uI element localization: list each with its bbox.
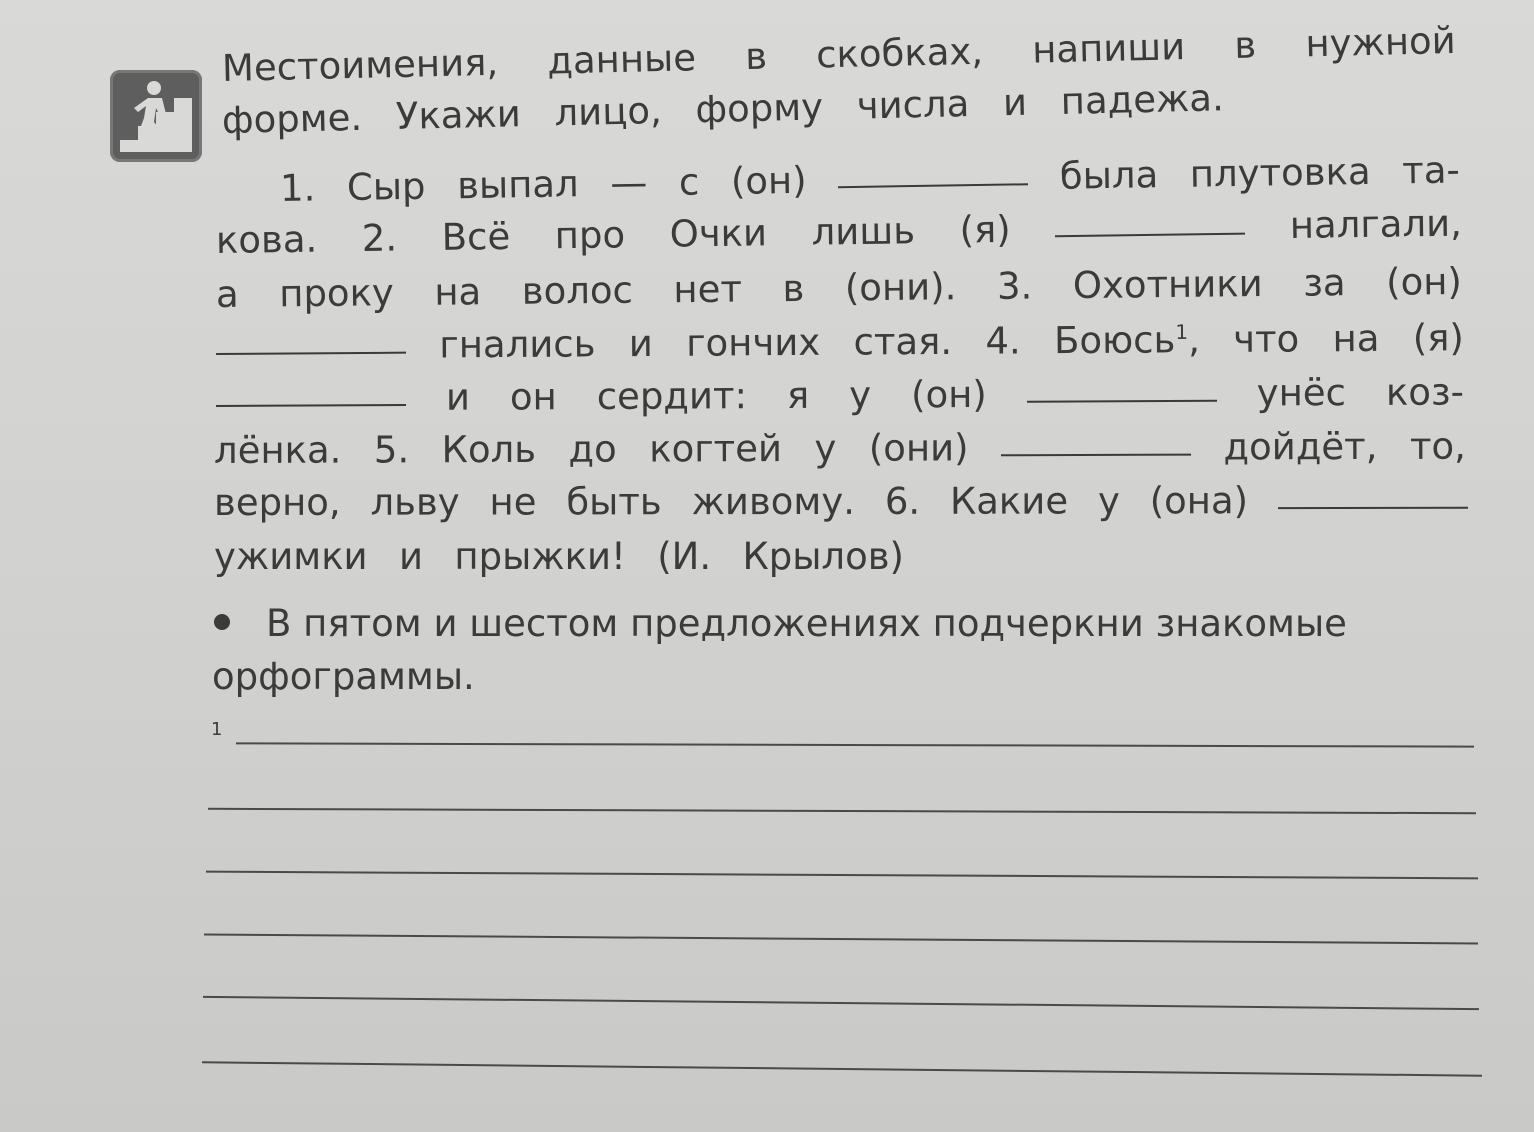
word: на (434, 270, 482, 314)
word: лёнка. (213, 428, 342, 472)
word: с (678, 160, 700, 204)
word: в (744, 34, 768, 79)
word: а (215, 272, 239, 316)
word: (И. (657, 535, 712, 578)
word: и (445, 375, 471, 419)
word: нужной (1304, 19, 1457, 66)
word: 4. (985, 319, 1021, 363)
word: выпал (456, 162, 579, 208)
word: у (1097, 479, 1120, 523)
exercise-line-1 (279, 148, 1461, 210)
word: скобках, (815, 29, 984, 77)
answer-blank[interactable] (1055, 233, 1245, 238)
word: когтей (649, 427, 783, 471)
word: сердит: (596, 374, 748, 419)
word: не (489, 480, 537, 524)
word: гнались (439, 322, 596, 367)
word: (они). (844, 265, 957, 310)
word: числа (856, 82, 970, 128)
word: он (509, 375, 557, 419)
word: 1. (279, 166, 316, 210)
word: прыжки! (454, 535, 626, 578)
footnote-number: 1 (211, 719, 223, 740)
writing-line-5[interactable] (203, 996, 1479, 1010)
word: я (786, 373, 810, 418)
instruction-line-2 (221, 76, 1225, 142)
word: за (1302, 261, 1346, 305)
word: (он) (1385, 259, 1463, 304)
word: 5. (373, 428, 410, 472)
exercise-line-3 (215, 259, 1463, 316)
word: (он) (910, 372, 987, 417)
footnote-marker: 1 (1175, 319, 1189, 344)
stairs-climber-icon (110, 70, 202, 162)
word: лишь (811, 209, 916, 254)
word: (она) (1149, 479, 1249, 523)
word: унёс (1256, 371, 1347, 415)
word: Сыр (346, 164, 426, 209)
word: что (1233, 317, 1300, 361)
exercise-line-6 (213, 424, 1466, 472)
word: гончих (685, 320, 821, 365)
word: дойдёт, (1223, 424, 1378, 469)
word: (я) (1412, 316, 1465, 360)
writing-line-1[interactable] (236, 742, 1474, 747)
writing-line-4[interactable] (204, 934, 1478, 945)
word: в (1233, 23, 1257, 68)
word: (он) (730, 158, 807, 203)
word: и (398, 535, 424, 578)
word: (они) (868, 426, 969, 470)
word: налгали, (1289, 201, 1463, 248)
answer-blank[interactable] (1001, 454, 1191, 457)
exercise-line-2 (215, 201, 1463, 262)
word: Охотники (1072, 262, 1263, 308)
answer-blank[interactable] (216, 404, 406, 407)
writing-line-3[interactable] (206, 871, 1478, 880)
word: и (628, 321, 653, 366)
word: на (1332, 316, 1380, 361)
word: коз- (1385, 370, 1465, 414)
word: волос (521, 268, 634, 313)
exercise-line-8 (214, 535, 904, 578)
word: то, (1409, 424, 1466, 468)
writing-line-6[interactable] (202, 1061, 1482, 1076)
bullet-icon (214, 614, 230, 630)
word: та- (1401, 148, 1461, 193)
answer-blank[interactable] (838, 183, 1028, 188)
word: Крылов) (742, 535, 904, 578)
word: про (554, 213, 626, 258)
writing-line-2[interactable] (208, 808, 1476, 814)
word: Боюсь$^1$, (1053, 318, 1201, 363)
answer-blank[interactable] (1027, 400, 1217, 403)
word: стая. (853, 319, 953, 364)
answer-blank[interactable] (216, 352, 406, 355)
word: 6. (884, 479, 921, 523)
answer-blank[interactable] (1278, 507, 1468, 509)
extra-task-line-1: В пятом и шестом предложениях подчеркни знакомые (214, 605, 1470, 642)
exercise-line-4 (216, 316, 1465, 367)
word: Коль (441, 427, 537, 472)
word: форму (694, 85, 824, 132)
word: живому. (691, 479, 856, 524)
word: кова. (215, 217, 318, 262)
word: в (782, 266, 805, 311)
word: лицо, (554, 89, 663, 135)
exercise-line-7 (213, 479, 1468, 524)
instruction-line-1 (221, 19, 1457, 90)
word: падежа. (1060, 76, 1225, 123)
word: Всё (441, 214, 511, 259)
word: Очки (669, 211, 768, 256)
word: была (1059, 153, 1159, 198)
word: льву (370, 480, 460, 524)
word: 3. (996, 264, 1033, 308)
word: до (568, 427, 617, 471)
word: верно, (213, 480, 341, 524)
word: (я) (959, 207, 1011, 252)
word: плутовка (1189, 149, 1371, 196)
word: напиши (1031, 25, 1186, 72)
word: у (849, 373, 872, 417)
word: — (609, 161, 648, 205)
word: нет (673, 267, 743, 312)
word: у (814, 426, 837, 470)
word: 2. (361, 216, 398, 260)
word: Какие (949, 479, 1069, 523)
word: ужимки (214, 535, 368, 578)
word: проку (279, 271, 395, 316)
word: быть (566, 480, 662, 524)
word: данные (546, 36, 697, 83)
extra-task-line-2: орфограммы. (212, 655, 475, 698)
word: Укажи (395, 92, 522, 139)
word: форме. (221, 95, 363, 142)
word: и (1002, 80, 1028, 125)
word: Местоимения, (221, 40, 499, 90)
exercise-line-5 (216, 370, 1465, 419)
